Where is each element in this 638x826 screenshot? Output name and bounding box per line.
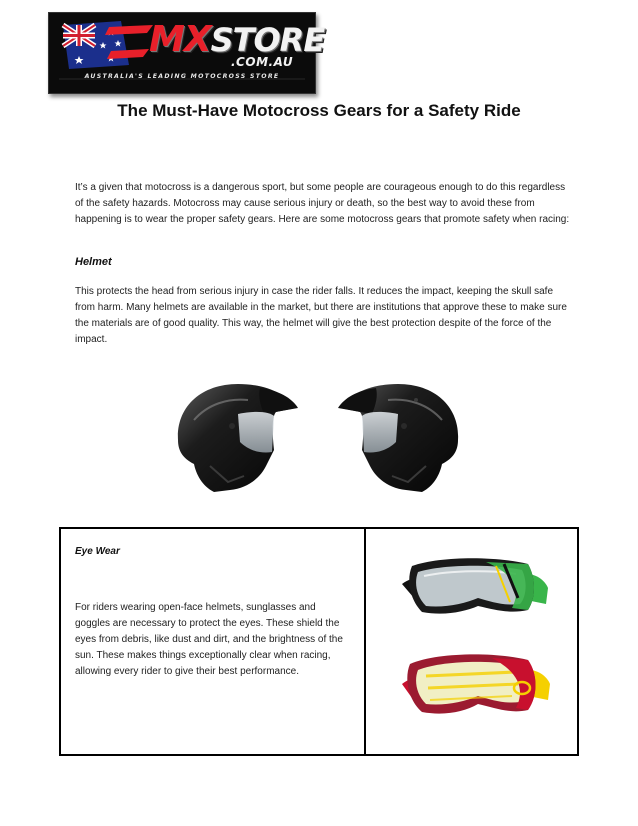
intro-paragraph: It’s a given that motocross is a dangerous sport, but some people are courageous enough to do this regardless of the safety hazards. Motocross may cause serious injury or death, so the best way to avoid these from happening is to wear the proper safety gears. Here are some motocross gears that promote safety when racing: <box>75 182 570 225</box>
eyewear-heading: Eye Wear <box>75 546 120 557</box>
logo-tagline: AUSTRALIA'S LEADING MOTOCROSS STORE <box>84 73 280 80</box>
eyewear-paragraph: For riders wearing open-face helmets, sunglasses and goggles are necessary to protect the eyes. These shield the eyes from debris, like dust and dirt, and the brightness of the sun. These makes things exceptionally clear when racing, allowing every rider to give their best performance. <box>75 602 343 677</box>
mxstore-logo[interactable] <box>48 12 325 94</box>
goggles-image <box>400 552 550 732</box>
goggle-green-icon <box>402 558 548 613</box>
table-column-divider <box>364 527 366 756</box>
helmet-image <box>168 370 468 500</box>
helmet-right-icon <box>338 384 458 492</box>
helmet-paragraph: This protects the head from serious injury in case the rider falls. It reduces the impact, keeping the skull safe from harm. Many helmets are available in the market, but there are institutions that approve these to make sure the materials are of good quality. This way, the helmet will give the best protection despite of the force of the impact. <box>75 286 567 345</box>
helmet-left-icon <box>178 384 298 492</box>
page-title: The Must-Have Motocross Gears for a Safety Ride <box>117 101 521 120</box>
goggle-red-icon <box>402 654 550 713</box>
logo-wordmark: MXSTORE <box>149 19 325 60</box>
logo-domain: .COM.AU <box>231 55 294 69</box>
helmet-heading: Helmet <box>75 256 112 268</box>
